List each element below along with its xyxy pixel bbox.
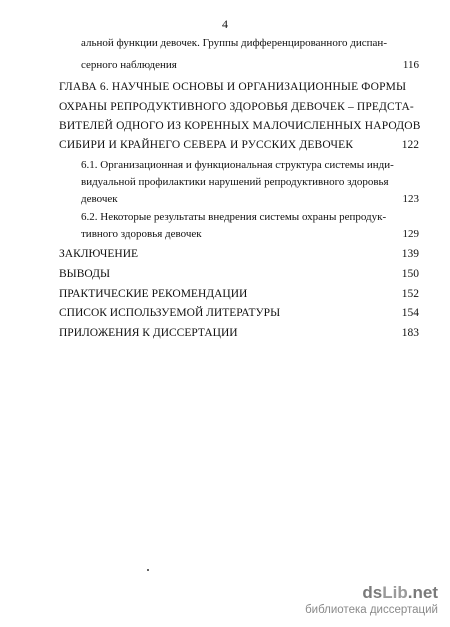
toc-top-entry: ПРИЛОЖЕНИЯ К ДИССЕРТАЦИИ [59,327,238,339]
toc-page-number: 150 [401,268,419,280]
page-number: 4 [222,17,228,31]
toc-page-number: 122 [401,139,419,151]
toc-top-entry: СПИСОК ИСПОЛЬЗУЕМОЙ ЛИТЕРАТУРЫ [59,307,281,319]
toc-entry-line: 6.1. Организационная и функциональная структура системы инди- [81,159,394,171]
toc-entry-line: тивного здоровья девочек [81,228,202,240]
toc-page-number: 154 [401,307,419,319]
toc-page-number: 183 [401,327,419,339]
toc-page-number: 152 [401,288,419,300]
toc-chapter-line: ОХРАНЫ РЕПРОДУКТИВНОГО ЗДОРОВЬЯ ДЕВОЧЕК – ПРЕДСТА- [59,101,414,113]
watermark-logo-ds: ds [362,583,383,602]
stray-dot [147,569,149,571]
toc-page-number: 116 [402,59,419,71]
toc-top-entry: ВЫВОДЫ [59,268,110,280]
toc-chapter-line: СИБИРИ И КРАЙНЕГО СЕВЕРА И РУССКИХ ДЕВОЧЕК [59,139,354,151]
toc-chapter-line: ГЛАВА 6. НАУЧНЫЕ ОСНОВЫ И ОРГАНИЗАЦИОННЫЕ ФОРМЫ [59,81,407,93]
toc-chapter-line: ВИТЕЛЕЙ ОДНОГО ИЗ КОРЕННЫХ МАЛОЧИСЛЕННЫХ НАРОДОВ [59,120,421,132]
toc-entry-line: 6.2. Некоторые результаты внедрения системы охраны репродук- [81,211,387,223]
toc-entry-line: альной функции девочек. Группы дифференцированного диспан- [81,37,387,49]
watermark-logo [305,583,438,603]
watermark [305,583,438,617]
toc-entry-line: серного наблюдения [81,59,177,71]
toc-entry-line: девочек [81,193,118,205]
watermark-logo-lib: Lib [382,583,408,602]
toc-page-number: 129 [402,228,419,240]
watermark-logo-net: .net [407,583,438,602]
toc-top-entry: ПРАКТИЧЕСКИЕ РЕКОМЕНДАЦИИ [59,288,248,300]
watermark-subtitle: библиотека диссертаций [305,604,438,616]
toc-top-entry: ЗАКЛЮЧЕНИЕ [59,248,139,260]
toc-page-number: 139 [401,248,419,260]
toc-page-number: 123 [402,193,419,205]
toc-entry-line: видуальной профилактики нарушений репродуктивного здоровья [81,176,389,188]
